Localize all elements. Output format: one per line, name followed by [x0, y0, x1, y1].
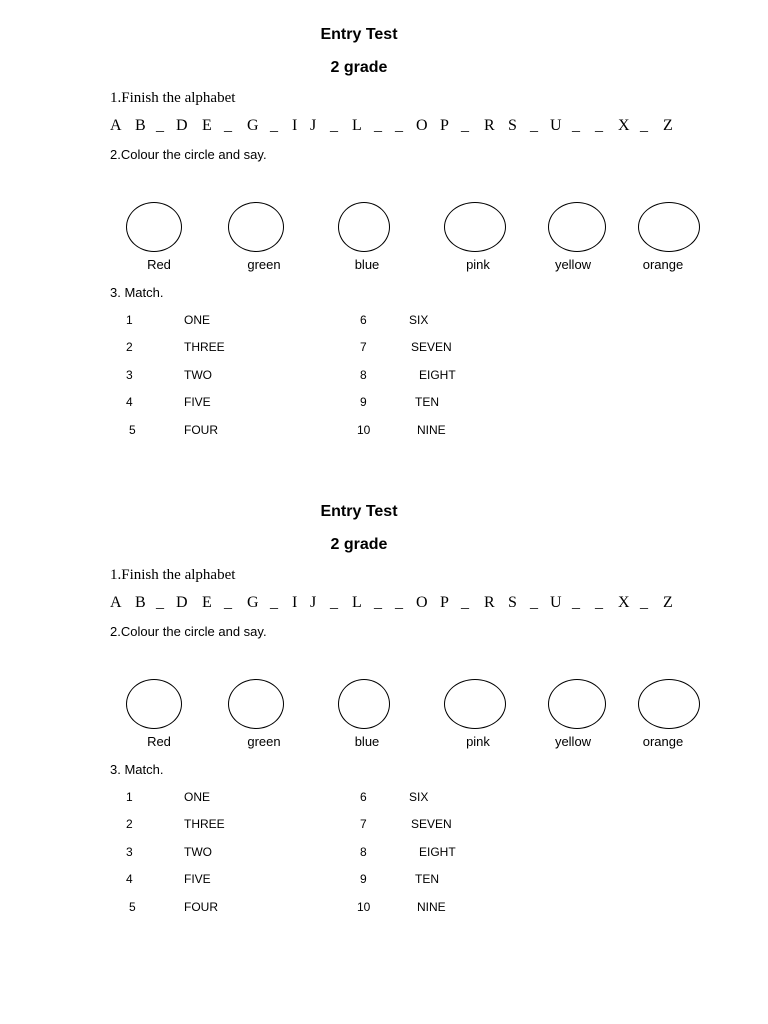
alphabet-blank: _	[640, 594, 648, 611]
alphabet-blank: _	[572, 117, 580, 134]
alphabet-letter: R	[484, 594, 495, 611]
alphabet-letter: O	[416, 117, 428, 134]
worksheet-2	[0, 477, 768, 947]
alphabet-letter: E	[202, 117, 212, 134]
alphabet-letter: J	[310, 594, 317, 611]
colour-circle-yellow[interactable]	[548, 679, 606, 729]
alphabet-blank: _	[640, 117, 648, 134]
worksheet-subtitle: 2 grade	[330, 59, 388, 76]
colour-label-pink: pink	[466, 257, 490, 272]
colour-label-orange: orange	[642, 734, 684, 749]
match-left-word: TWO	[184, 845, 212, 859]
question-3-label: 3. Match.	[110, 285, 164, 300]
match-left-number: 4	[126, 395, 133, 409]
colour-circle-pink[interactable]	[444, 679, 506, 729]
match-right-word: SIX	[409, 313, 429, 327]
alphabet-blank: _	[374, 594, 382, 611]
alphabet-letter: D	[176, 594, 188, 611]
colour-label-yellow: yellow	[554, 734, 592, 749]
alphabet-letter: A	[110, 117, 122, 134]
colour-label-red: Red	[147, 257, 171, 272]
alphabet-blank: _	[270, 594, 278, 611]
colour-circle-red[interactable]	[126, 679, 182, 729]
match-right-number: 9	[360, 872, 367, 886]
match-right-word: TEN	[415, 872, 439, 886]
alphabet-letter: S	[508, 117, 517, 134]
question-1-label: 1.Finish the alphabet	[110, 90, 236, 106]
alphabet-letter: P	[440, 594, 449, 611]
alphabet-blank: _	[461, 594, 469, 611]
alphabet-letter: U	[550, 594, 562, 611]
colour-circle-blue[interactable]	[338, 202, 390, 252]
colour-label-pink: pink	[466, 734, 490, 749]
alphabet-letter: O	[416, 594, 428, 611]
alphabet-letter: G	[247, 117, 259, 134]
alphabet-blank: _	[530, 594, 538, 611]
match-left-word: THREE	[184, 817, 225, 831]
alphabet-blank: _	[595, 117, 603, 134]
colour-label-yellow: yellow	[554, 257, 592, 272]
match-left-number: 4	[126, 872, 133, 886]
colour-label-green: green	[247, 734, 281, 749]
match-left-word: FIVE	[184, 872, 211, 886]
match-right-number: 10	[357, 900, 371, 914]
match-right-word: SEVEN	[411, 340, 452, 354]
alphabet-letter: D	[176, 117, 188, 134]
alphabet-letter: B	[135, 594, 146, 611]
match-left-word: FOUR	[184, 423, 218, 437]
match-left-number: 5	[129, 900, 136, 914]
colour-circle-orange[interactable]	[638, 202, 700, 252]
match-left-word: ONE	[184, 313, 211, 327]
match-left-number: 1	[126, 790, 133, 804]
colour-label-orange: orange	[642, 257, 684, 272]
match-left-number: 3	[126, 845, 133, 859]
worksheet-title: Entry Test	[320, 26, 398, 43]
alphabet-blank: _	[156, 594, 164, 611]
match-left-number: 2	[126, 340, 133, 354]
match-right-number: 8	[360, 845, 367, 859]
alphabet-blank: _	[156, 117, 164, 134]
match-left-word: FOUR	[184, 900, 218, 914]
match-right-number: 7	[360, 340, 367, 354]
match-right-word: EIGHT	[419, 845, 456, 859]
alphabet-letter: L	[352, 117, 362, 134]
alphabet-letter: Z	[663, 594, 673, 611]
alphabet-letter: G	[247, 594, 259, 611]
match-right-number: 10	[357, 423, 371, 437]
alphabet-letter: B	[135, 117, 146, 134]
match-right-word: NINE	[417, 423, 446, 437]
match-left-word: ONE	[184, 790, 211, 804]
alphabet-letter: I	[292, 594, 298, 611]
alphabet-blank: _	[224, 594, 232, 611]
match-left-number: 3	[126, 368, 133, 382]
match-right-word: NINE	[417, 900, 446, 914]
colour-circle-blue[interactable]	[338, 679, 390, 729]
question-1-label: 1.Finish the alphabet	[110, 567, 236, 583]
alphabet-letter: E	[202, 594, 212, 611]
alphabet-blank: _	[461, 117, 469, 134]
colour-label-red: Red	[147, 734, 171, 749]
alphabet-letter: J	[310, 117, 317, 134]
alphabet-letter: L	[352, 594, 362, 611]
colour-label-blue: blue	[354, 257, 380, 272]
question-3-label: 3. Match.	[110, 762, 164, 777]
match-right-number: 8	[360, 368, 367, 382]
match-right-number: 6	[360, 313, 367, 327]
colour-circle-orange[interactable]	[638, 679, 700, 729]
match-right-number: 9	[360, 395, 367, 409]
worksheet-title: Entry Test	[320, 503, 398, 520]
colour-label-green: green	[247, 257, 281, 272]
alphabet-blank: _	[374, 117, 382, 134]
alphabet-blank: _	[572, 594, 580, 611]
colour-circle-yellow[interactable]	[548, 202, 606, 252]
alphabet-blank: _	[395, 117, 403, 134]
question-2-label: 2.Colour the circle and say.	[110, 147, 267, 162]
match-right-word: EIGHT	[419, 368, 456, 382]
question-2-label: 2.Colour the circle and say.	[110, 624, 267, 639]
match-right-number: 7	[360, 817, 367, 831]
worksheet-1	[0, 0, 768, 470]
alphabet-letter: P	[440, 117, 449, 134]
alphabet-letter: Z	[663, 117, 673, 134]
alphabet-letter: I	[292, 117, 298, 134]
colour-circle-green[interactable]	[228, 202, 284, 252]
match-right-word: SIX	[409, 790, 429, 804]
alphabet-blank: _	[395, 594, 403, 611]
match-right-word: SEVEN	[411, 817, 452, 831]
match-right-number: 6	[360, 790, 367, 804]
match-left-word: FIVE	[184, 395, 211, 409]
alphabet-letter: S	[508, 594, 517, 611]
alphabet-letter: A	[110, 594, 122, 611]
alphabet-blank: _	[224, 117, 232, 134]
match-left-word: THREE	[184, 340, 225, 354]
colour-label-blue: blue	[354, 734, 380, 749]
alphabet-letter: R	[484, 117, 495, 134]
colour-circle-pink[interactable]	[444, 202, 506, 252]
match-left-number: 2	[126, 817, 133, 831]
alphabet-blank: _	[595, 594, 603, 611]
alphabet-letter: X	[618, 594, 630, 611]
worksheet-subtitle: 2 grade	[330, 536, 388, 553]
alphabet-letter: X	[618, 117, 630, 134]
colour-circle-green[interactable]	[228, 679, 284, 729]
match-left-number: 1	[126, 313, 133, 327]
match-left-word: TWO	[184, 368, 212, 382]
alphabet-blank: _	[530, 117, 538, 134]
match-left-number: 5	[129, 423, 136, 437]
colour-circle-red[interactable]	[126, 202, 182, 252]
alphabet-blank: _	[330, 117, 338, 134]
match-right-word: TEN	[415, 395, 439, 409]
alphabet-blank: _	[330, 594, 338, 611]
alphabet-letter: U	[550, 117, 562, 134]
alphabet-blank: _	[270, 117, 278, 134]
